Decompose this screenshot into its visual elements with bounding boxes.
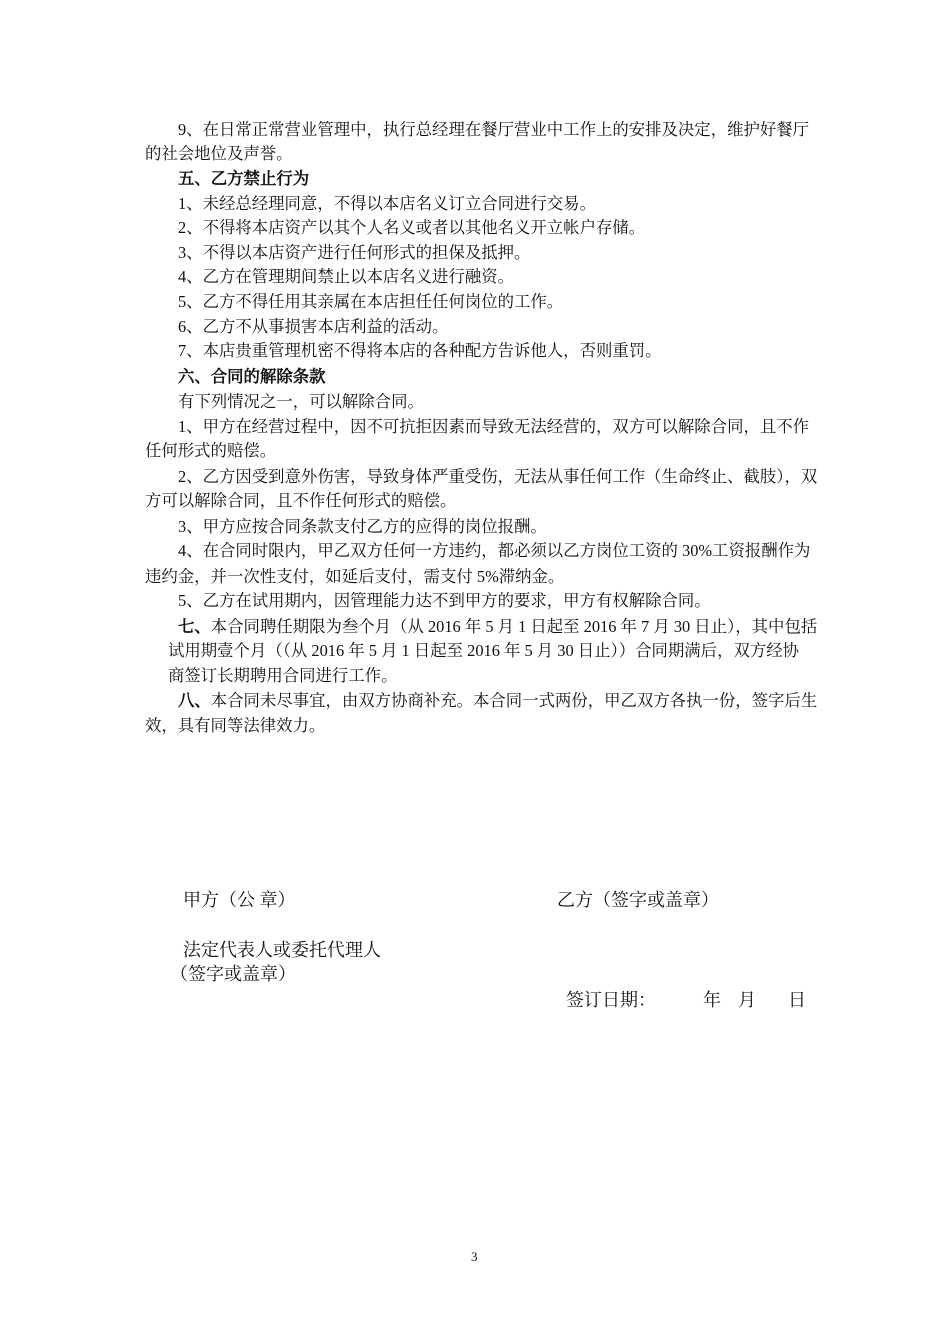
section-5-item: 4、乙方在管理期间禁止以本店名义进行融资。 [178, 267, 515, 286]
section-6-item-3: 3、甲方应按合同条款支付乙方的应得的岗位报酬。 [178, 517, 547, 536]
section-6-item-4: 4、在合同时限内，甲乙双方任何一方违约，都必须以乙方岗位工资的 30%工资报酬作为 [178, 541, 811, 560]
date-month: 月 [738, 990, 756, 1010]
sign-date-label: 签订日期： [566, 990, 656, 1010]
section-5-item: 7、本店贵重管理机密不得将本店的各种配方告诉他人，否则重罚。 [178, 341, 662, 360]
section-7-text: 本合同聘任期限为叁个月（从 2016 年 5 月 1 日起至 2016 年 7 月 30 日止），其中包括 [210, 617, 818, 636]
section-6-intro: 有下列情况之一，可以解除合同。 [178, 392, 424, 411]
section-5-item: 5、乙方不得任用其亲属在本店担任任何岗位的工作。 [178, 292, 564, 311]
representative-sign-label: （签字或盖章） [170, 964, 296, 984]
section-5-heading: 五、乙方禁止行为 [178, 169, 310, 188]
clause-9-line-2: 的社会地位及声誉。 [145, 144, 293, 163]
section-5-item: 2、不得将本店资产以其个人名义或者以其他名义开立帐户存储。 [178, 218, 646, 237]
party-a-seal-label: 甲方（公 章） [183, 890, 296, 910]
page-number: 3 [471, 1249, 478, 1264]
section-6-heading: 六、合同的解除条款 [178, 367, 326, 386]
section-8-line-1 [178, 691, 817, 711]
section-6-item-1: 1、甲方在经营过程中，因不可抗拒因素而导致无法经营的，双方可以解除合同，且不作 [178, 417, 810, 436]
date-day: 日 [788, 990, 806, 1010]
section-7-line-2: 试用期壹个月（（从 2016 年 5 月 1 日起至 2016 年 5 月 30 日止））合同期满后，双方经协 [168, 641, 800, 660]
section-6-item-2-cont: 方可以解除合同，且不作任何形式的赔偿。 [145, 491, 457, 510]
section-6-item-4-cont: 违约金，并一次性支付，如延后支付，需支付 5%滞纳金。 [145, 567, 565, 586]
section-5-item: 6、乙方不从事损害本店利益的活动。 [178, 317, 449, 336]
section-8-label: 八、 [178, 691, 211, 710]
section-8-line-2: 效，具有同等法律效力。 [145, 716, 326, 735]
section-8-text: 本合同未尽事宜，由双方协商补充。本合同一式两份，甲乙双方各执一份，签字后生 [210, 691, 818, 710]
section-5-item: 1、未经总经理同意，不得以本店名义订立合同进行交易。 [178, 194, 596, 213]
section-6-item-5: 5、乙方在试用期内，因管理能力达不到甲方的要求，甲方有权解除合同。 [178, 591, 711, 610]
representative-label: 法定代表人或委托代理人 [183, 940, 381, 960]
section-6-item-1-cont: 任何形式的赔偿。 [145, 441, 277, 460]
section-7-line-1 [178, 617, 817, 637]
section-5-item: 3、不得以本店资产进行任何形式的担保及抵押。 [178, 243, 531, 262]
section-7-label: 七、 [178, 617, 211, 636]
date-year: 年 [703, 990, 721, 1010]
clause-9-line-1: 9、在日常正常营业管理中，执行总经理在餐厅营业中工作上的安排及决定，维护好餐厅 [178, 120, 810, 139]
party-b-sign-label: 乙方（签字或盖章） [557, 890, 719, 910]
section-6-item-2: 2、乙方因受到意外伤害，导致身体严重受伤，无法从事任何工作（生命终止、截肢），双 [178, 467, 818, 486]
section-7-line-3: 商签订长期聘用合同进行工作。 [168, 666, 398, 685]
